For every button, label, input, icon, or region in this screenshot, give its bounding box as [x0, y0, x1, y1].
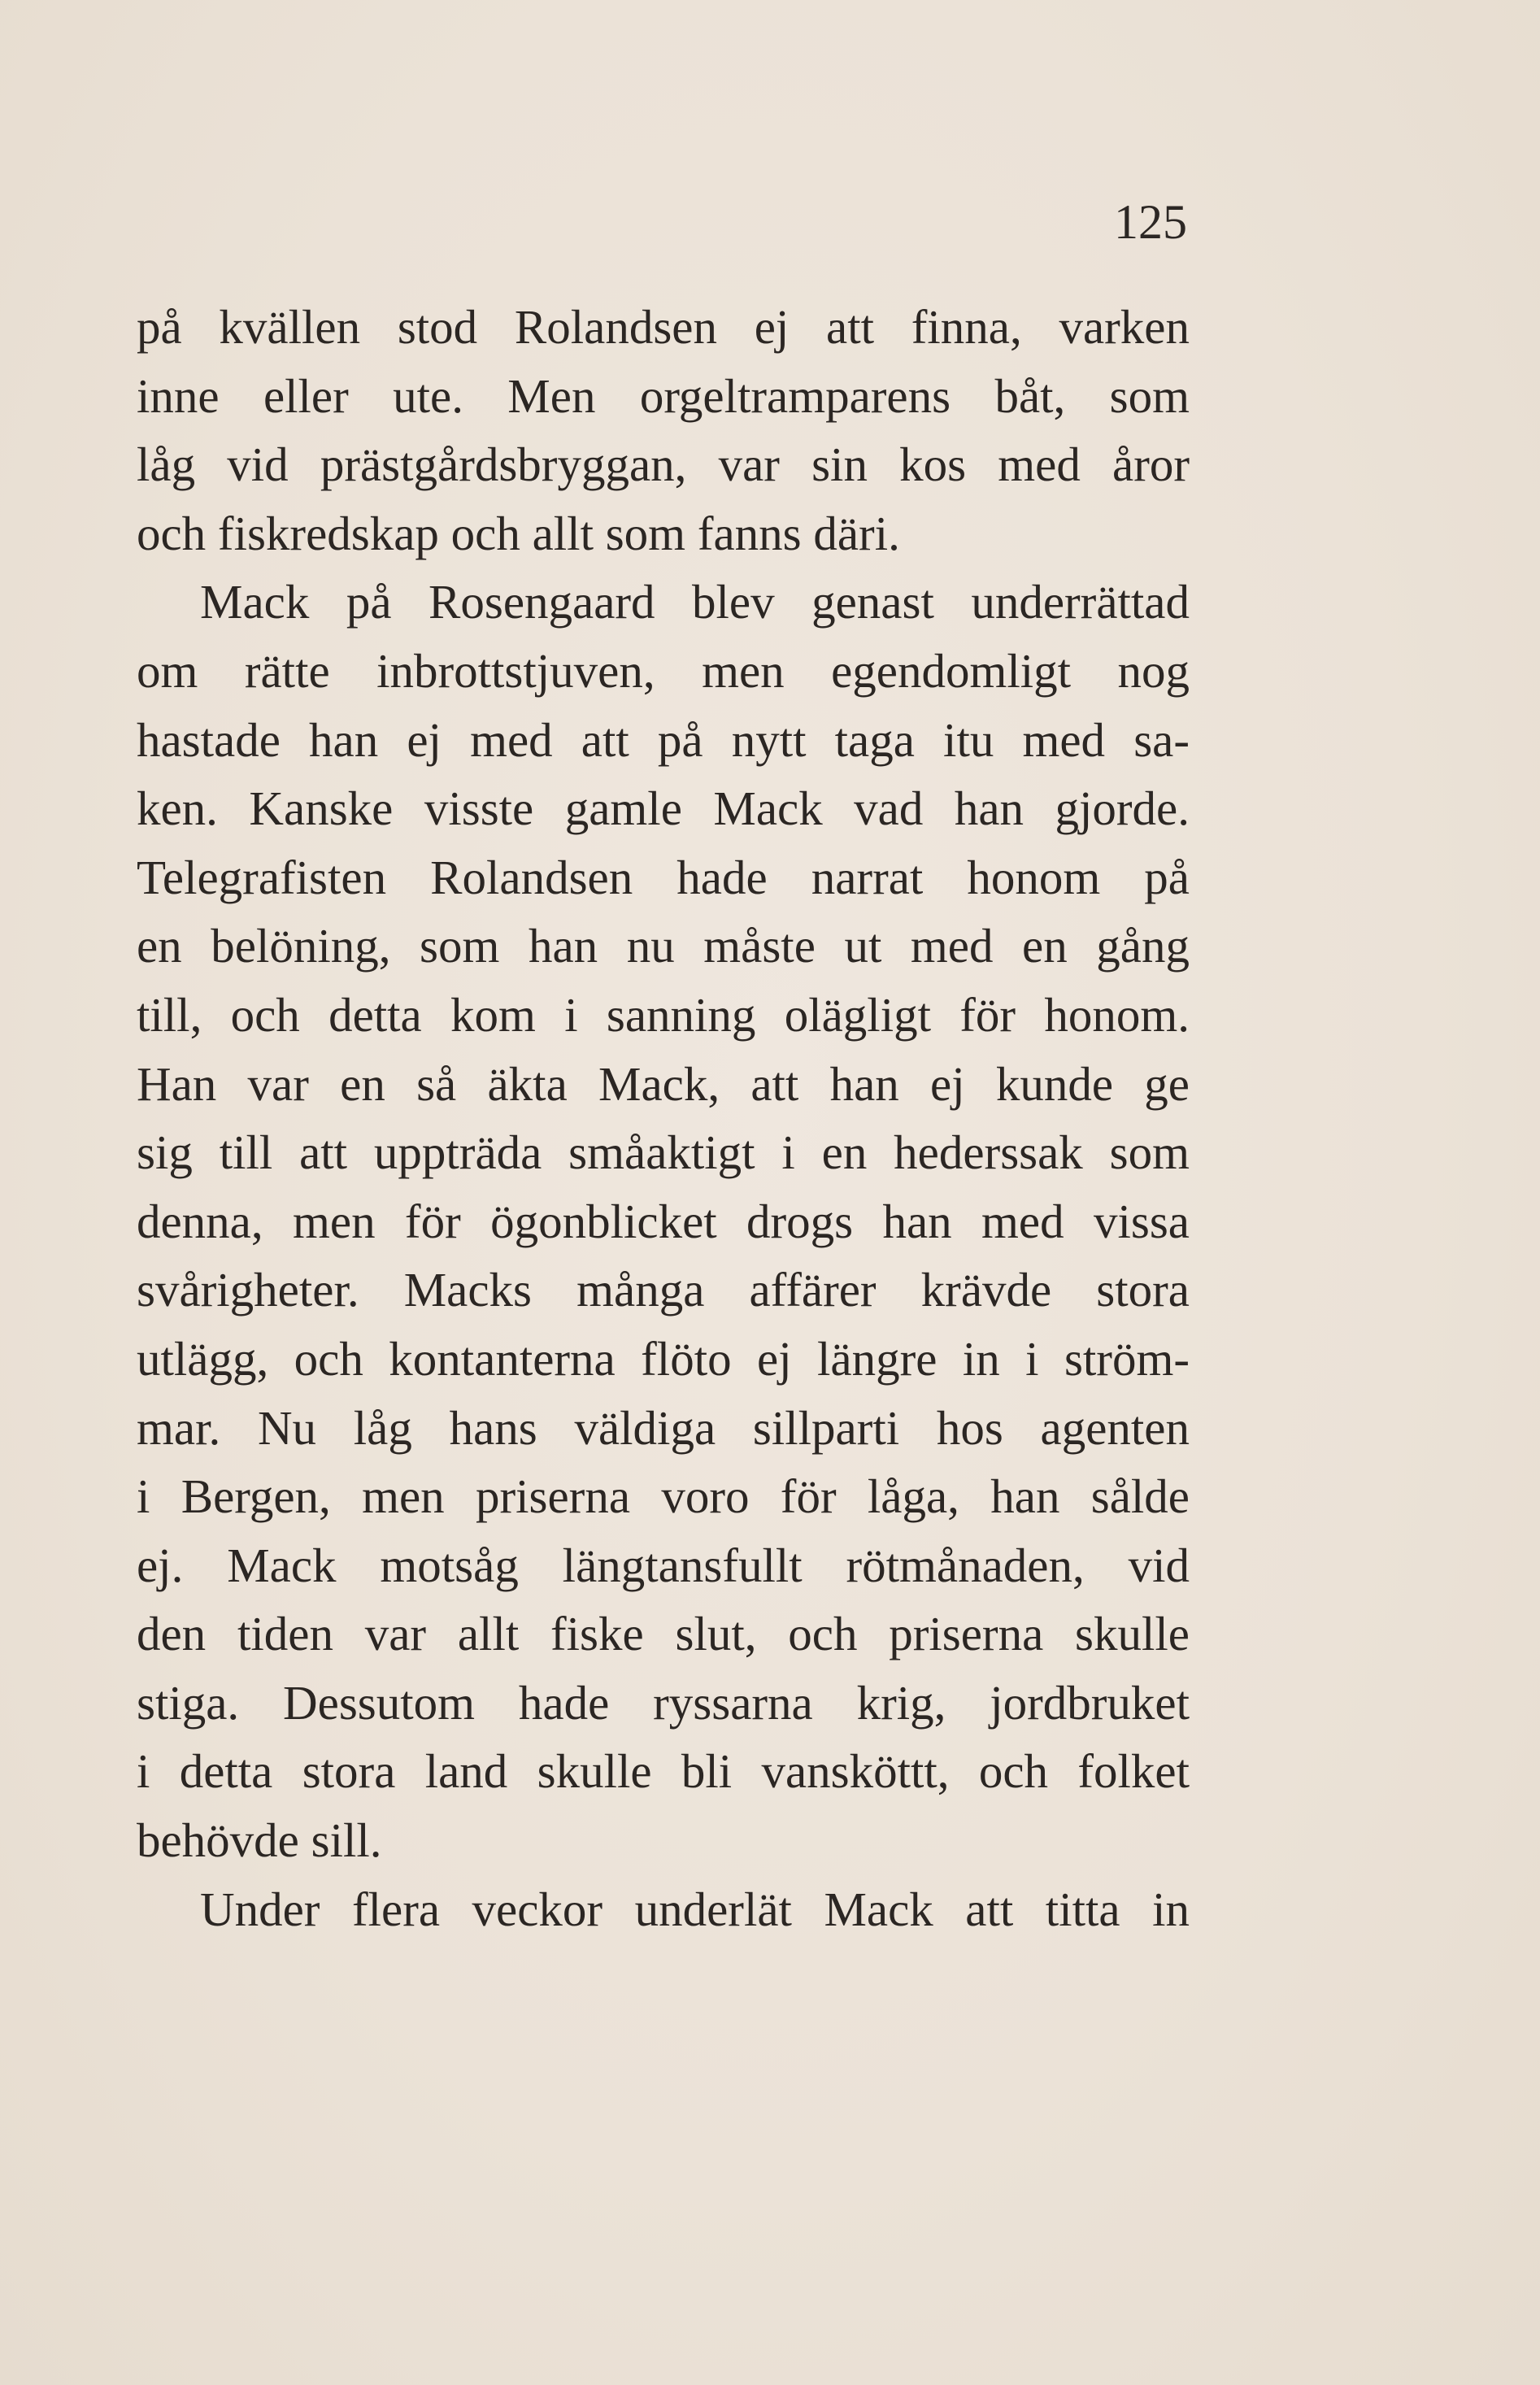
text-line: inne eller ute. Men orgeltramparens båt, som: [137, 368, 1190, 423]
text-line: på kvällen stod Rolandsen ej att finna, varken: [137, 300, 1190, 354]
text-line: en belöning, som han nu måste ut med en gång: [137, 919, 1190, 973]
body-text: [137, 293, 1190, 1943]
text-line: stiga. Dessutom hade ryssarna krig, jordbruket: [137, 1675, 1190, 1730]
text-line: Telegrafisten Rolandsen hade narrat honom på: [137, 850, 1190, 904]
text-line: ej. Mack motsåg längtansfullt rötmånaden, vid: [137, 1538, 1190, 1592]
text-line: Under flera veckor underlät Mack att titta in: [200, 1882, 1190, 1936]
text-line: Mack på Rosengaard blev genast underrättad: [200, 575, 1190, 629]
text-line: om rätte inbrottstjuven, men egendomligt nog: [137, 643, 1190, 698]
text-line: och fiskredskap och allt som fanns däri.: [137, 506, 900, 560]
text-line: till, och detta kom i sanning olägligt för honom.: [137, 987, 1190, 1042]
text-line: hastade han ej med att på nytt taga itu med sa-: [137, 712, 1190, 767]
text-line: mar. Nu låg hans väldiga sillparti hos agenten: [137, 1400, 1190, 1455]
text-line: ken. Kanske visste gamle Mack vad han gjorde.: [137, 781, 1190, 836]
text-line: svårigheter. Macks många affärer krävde stora: [137, 1263, 1190, 1317]
text-line: Han var en så äkta Mack, att han ej kunde ge: [137, 1056, 1190, 1111]
page-number: 125: [1114, 195, 1187, 249]
text-line: låg vid prästgårdsbryggan, var sin kos med åror: [137, 437, 1190, 492]
text-line: denna, men för ögonblicket drogs han med vissa: [137, 1194, 1190, 1248]
text-line: behövde sill.: [137, 1813, 382, 1868]
text-line: sig till att uppträda småaktigt i en hederssak som: [137, 1125, 1190, 1180]
text-line: den tiden var allt fiske slut, och priserna skulle: [137, 1607, 1190, 1661]
text-line: i detta stora land skulle bli vansköttt, och folket: [137, 1744, 1190, 1799]
text-line: utlägg, och kontanterna flöto ej längre in i ström-: [137, 1331, 1190, 1386]
text-line: i Bergen, men priserna voro för låga, han sålde: [137, 1469, 1190, 1524]
